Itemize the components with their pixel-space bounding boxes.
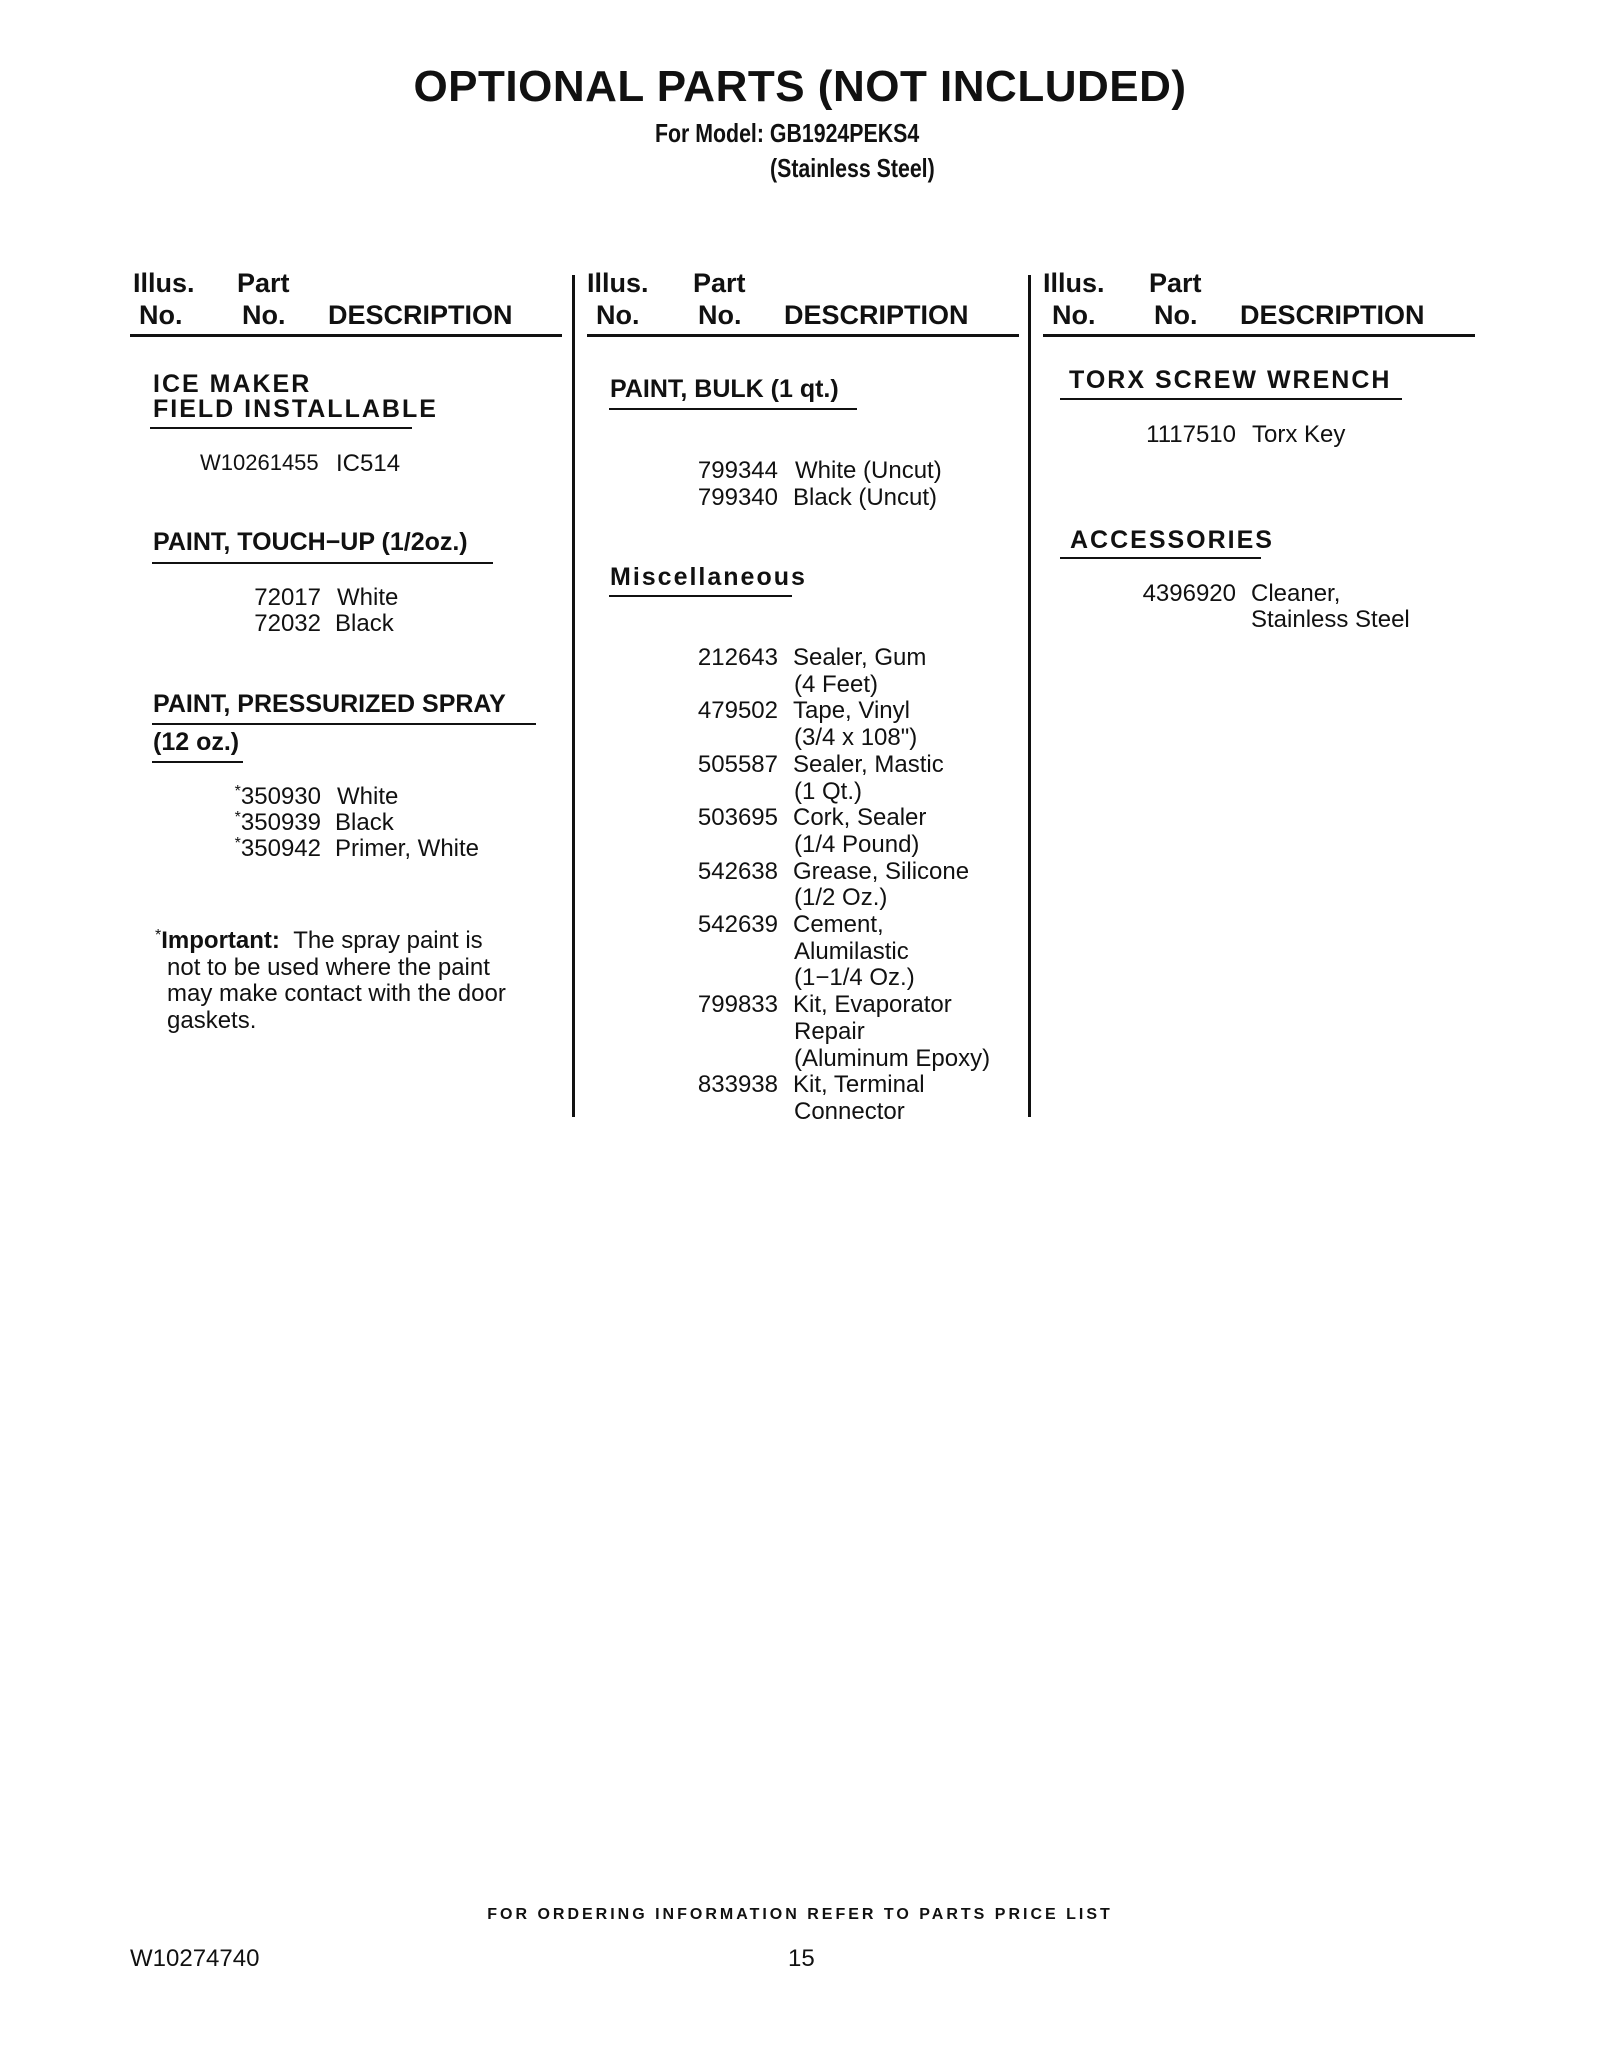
part-number: *350942 xyxy=(234,835,321,862)
part-number: 799340 xyxy=(697,484,778,511)
part-description: (1/2 Oz.) xyxy=(794,884,888,912)
section-underline xyxy=(1060,557,1261,559)
header-illus: Illus. xyxy=(133,268,195,298)
ordering-info: FOR ORDERING INFORMATION REFER TO PARTS PRICE LIST xyxy=(487,1906,1113,1923)
part-description: Sealer, Gum xyxy=(793,644,927,671)
part-description: White (Uncut) xyxy=(795,457,942,484)
asterisk: * xyxy=(234,835,241,852)
section-underline xyxy=(609,408,857,410)
page-number: 15 xyxy=(788,1945,815,1972)
part-number: 542639 xyxy=(697,911,778,938)
part-number: 72032 xyxy=(254,610,321,637)
part-description: Cork, Sealer xyxy=(793,804,927,832)
column-divider-1 xyxy=(572,275,575,1117)
section-title-spray: PAINT, PRESSURIZED SPRAY xyxy=(153,690,506,718)
section-title-torx: TORX SCREW WRENCH xyxy=(1069,366,1392,394)
part-description: Cleaner, xyxy=(1251,580,1341,607)
header-part: Part xyxy=(1149,268,1202,298)
part-description: Primer, White xyxy=(335,835,480,862)
important-text: not to be used where the paint xyxy=(167,953,490,981)
part-description: (4 Feet) xyxy=(794,670,879,698)
section-title-spray-2: (12 oz.) xyxy=(153,728,240,756)
header-rule-2 xyxy=(587,334,1019,337)
part-description: Torx Key xyxy=(1252,421,1346,448)
important-text: gaskets. xyxy=(167,1006,257,1034)
column-header-2 xyxy=(587,268,1017,334)
part-number: W10261455 xyxy=(200,450,319,475)
section-title-ice-maker: ICE MAKER xyxy=(153,370,312,398)
part-description: Stainless Steel xyxy=(1251,606,1410,633)
finish-line: (Stainless Steel) xyxy=(770,153,935,183)
section-underline xyxy=(152,723,536,725)
header-part-no: No. xyxy=(1154,300,1198,330)
part-description: Grease, Silicone xyxy=(793,857,970,885)
part-number: 833938 xyxy=(697,1071,778,1099)
part-description: (1−1/4 Oz.) xyxy=(794,964,915,992)
part-description: White xyxy=(337,783,399,810)
header-illus: Illus. xyxy=(587,268,649,298)
part-description: Alumilastic xyxy=(794,937,909,965)
part-number: 4396920 xyxy=(1142,580,1236,607)
part-description: Tape, Vinyl xyxy=(793,697,910,725)
part-description: Black xyxy=(335,809,394,836)
model-line: For Model: GB1924PEKS4 xyxy=(655,118,920,148)
section-underline xyxy=(150,427,412,429)
header-description: DESCRIPTION xyxy=(328,300,513,330)
part-number: *350930 xyxy=(234,783,321,810)
header-rule-1 xyxy=(130,334,562,337)
header-rule-3 xyxy=(1043,334,1475,337)
header-illus: Illus. xyxy=(1043,268,1105,298)
part-number: 542638 xyxy=(697,857,778,885)
column-header-1 xyxy=(130,268,560,334)
part-description: Connector xyxy=(794,1097,905,1125)
section-title-accessories: ACCESSORIES xyxy=(1070,526,1274,554)
part-number: 505587 xyxy=(697,750,778,778)
part-number: 1117510 xyxy=(1146,421,1236,448)
part-description: Cement, xyxy=(793,911,884,938)
part-description: White xyxy=(337,584,399,611)
header-description: DESCRIPTION xyxy=(1240,300,1425,330)
part-description: (Aluminum Epoxy) xyxy=(794,1044,991,1072)
header-part-no: No. xyxy=(698,300,742,330)
part-number: *350939 xyxy=(234,809,321,836)
section-title-bulk: PAINT, BULK (1 qt.) xyxy=(610,375,839,403)
important-text: The spray paint is xyxy=(293,927,483,954)
important-note xyxy=(155,923,555,1034)
page-title: OPTIONAL PARTS (NOT INCLUDED) xyxy=(413,62,1187,111)
section-title-touchup: PAINT, TOUCH−UP (1/2oz.) xyxy=(153,528,468,556)
section-underline xyxy=(609,595,792,597)
section-underline xyxy=(152,562,493,564)
column-divider-2 xyxy=(1028,275,1031,1117)
part-number: 503695 xyxy=(697,804,778,832)
part-description: Black (Uncut) xyxy=(793,484,938,511)
important-label: Important: xyxy=(161,927,280,954)
column-header-3 xyxy=(1043,268,1473,334)
part-description: (3/4 x 108") xyxy=(794,724,918,752)
part-description: (1/4 Pound) xyxy=(794,830,920,858)
part-number: 799344 xyxy=(697,457,778,484)
part-description: Repair xyxy=(794,1017,865,1045)
header-illus-no: No. xyxy=(596,300,640,330)
asterisk: * xyxy=(234,783,241,800)
section-underline xyxy=(1060,398,1402,400)
section-title-misc: Miscellaneous xyxy=(610,563,807,591)
important-text: may make contact with the door xyxy=(167,980,506,1007)
header-description: DESCRIPTION xyxy=(784,300,969,330)
part-number: 479502 xyxy=(697,697,778,725)
section-title-ice-maker-2: FIELD INSTALLABLE xyxy=(153,395,438,423)
asterisk: * xyxy=(234,809,241,826)
document-number: W10274740 xyxy=(130,1945,260,1972)
part-description: (1 Qt.) xyxy=(794,777,863,805)
part-description: Black xyxy=(335,610,394,637)
header-part-no: No. xyxy=(242,300,286,330)
part-number: 212643 xyxy=(697,644,778,671)
header-illus-no: No. xyxy=(1052,300,1096,330)
part-description: Sealer, Mastic xyxy=(793,750,944,778)
part-description: Kit, Evaporator xyxy=(793,991,952,1019)
header-illus-no: No. xyxy=(139,300,183,330)
part-number: 72017 xyxy=(254,584,321,611)
section-underline xyxy=(152,761,243,763)
asterisk: * xyxy=(155,927,162,944)
header-part: Part xyxy=(237,268,290,298)
header-part: Part xyxy=(693,268,746,298)
part-description: Kit, Terminal xyxy=(793,1071,925,1099)
part-description: IC514 xyxy=(336,450,401,477)
part-number: 799833 xyxy=(697,991,778,1019)
